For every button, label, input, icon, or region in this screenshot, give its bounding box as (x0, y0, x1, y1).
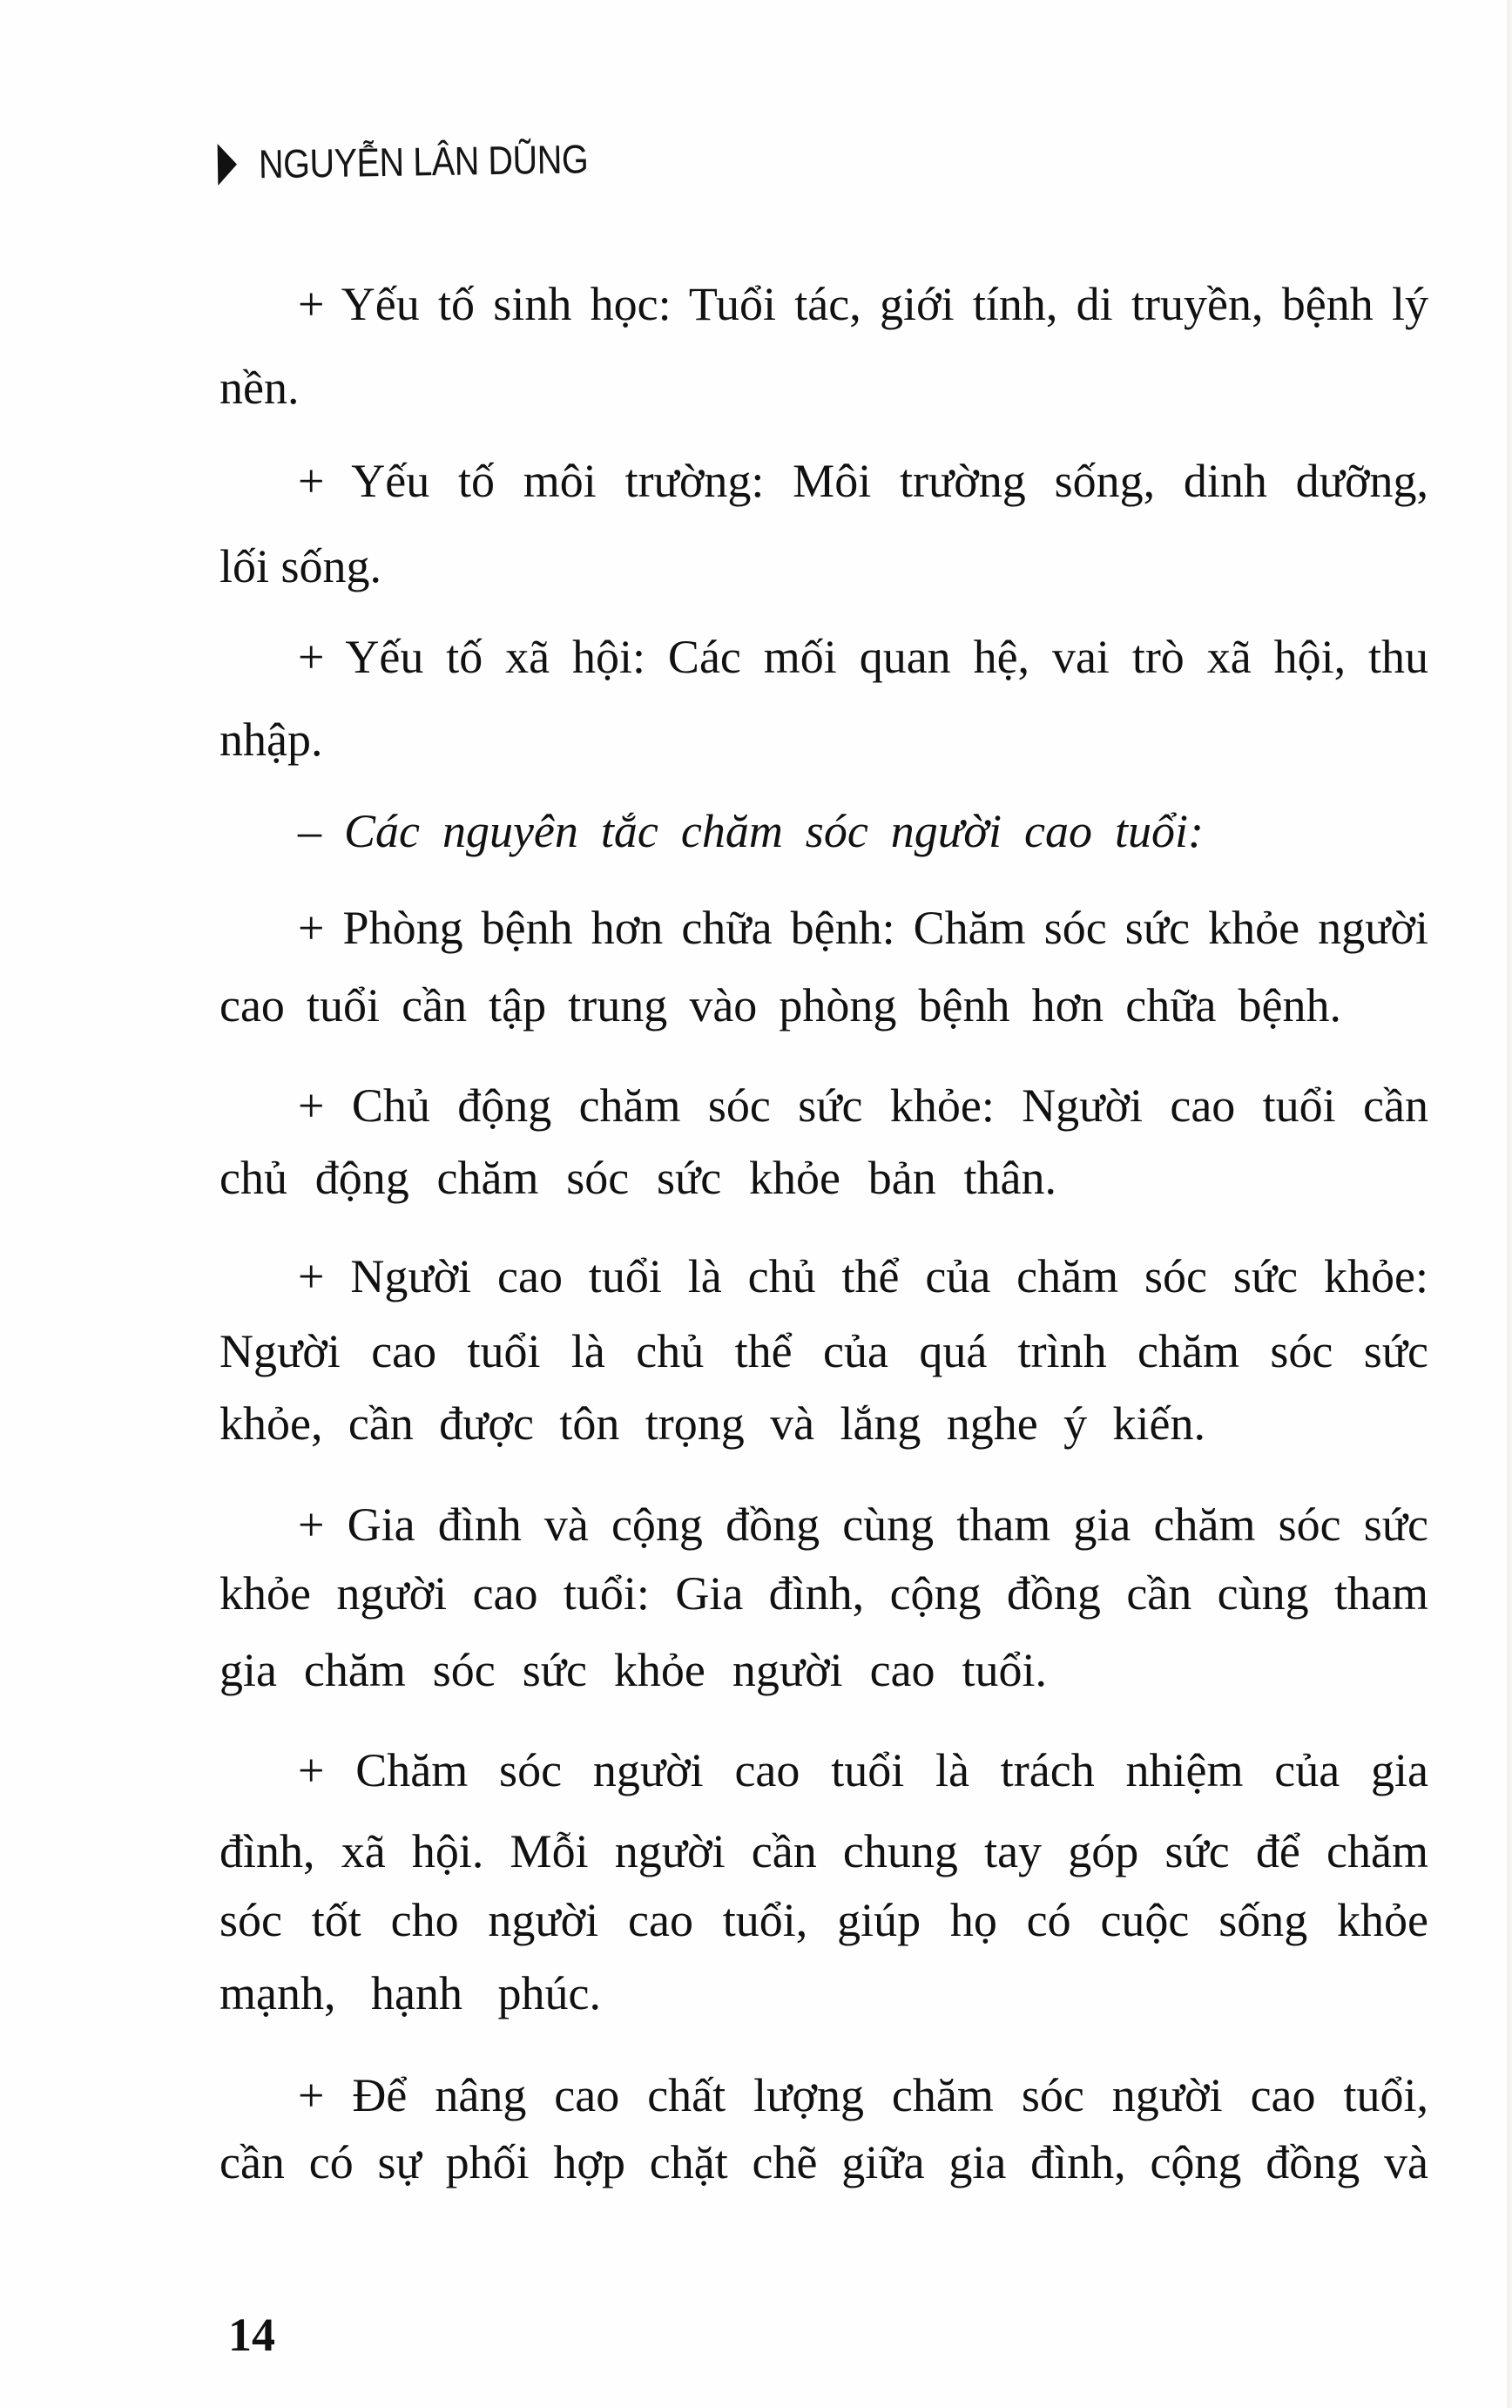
text-line: lối sống. (219, 540, 382, 592)
text-line: mạnh, hạnh phúc. (219, 1967, 601, 2019)
text-line: + Để nâng cao chất lượng chăm sóc người cao tuổi, (298, 2069, 1428, 2121)
text-line: + Chăm sóc người cao tuổi là trách nhiệm của gia (298, 1744, 1428, 1796)
running-head (218, 135, 643, 187)
text-line: Người cao tuổi là chủ thể của quá trình chăm sóc sức (219, 1325, 1428, 1377)
text-line: gia chăm sóc sức khỏe người cao tuổi. (219, 1644, 1047, 1696)
text-line: + Chủ động chăm sóc sức khỏe: Người cao tuổi cần (298, 1079, 1428, 1132)
text-line: + Yếu tố môi trường: Môi trường sống, dinh dưỡng, (298, 455, 1428, 507)
page-edge (1507, 0, 1512, 2408)
text-line: nền. (219, 362, 300, 414)
page-number: 14 (228, 2309, 275, 2361)
text-line: + Phòng bệnh hơn chữa bệnh: Chăm sóc sức khỏe người (298, 902, 1428, 954)
text-line: + Yếu tố xã hội: Các mối quan hệ, vai trò xã hội, thu (298, 631, 1428, 683)
text-line: chủ động chăm sóc sức khỏe bản thân. (219, 1152, 1056, 1204)
text-line: + Gia đình và cộng đồng cùng tham gia chăm sóc sức (298, 1498, 1428, 1551)
text-line: cần có sự phối hợp chặt chẽ giữa gia đình, cộng đồng và (219, 2136, 1428, 2188)
author-name: NGUYỄN LÂN DŨNG (258, 136, 589, 187)
text-line: khỏe người cao tuổi: Gia đình, cộng đồng cần cùng tham (219, 1567, 1428, 1620)
text-line: nhập. (219, 714, 323, 766)
text-line: + Yếu tố sinh học: Tuổi tác, giới tính, di truyền, bệnh lý (298, 278, 1428, 330)
text-line: đình, xã hội. Mỗi người cần chung tay góp sức để chăm (219, 1825, 1428, 1877)
text-line: cao tuổi cần tập trung vào phòng bệnh hơn chữa bệnh. (219, 979, 1341, 1032)
text-line: sóc tốt cho người cao tuổi, giúp họ có cuộc sống khỏe (219, 1894, 1428, 1946)
triangle-right-icon (218, 144, 238, 186)
text-line: + Người cao tuổi là chủ thể của chăm sóc sức khỏe: (298, 1250, 1428, 1302)
section-heading-italic: – Các nguyên tắc chăm sóc người cao tuổi: (298, 805, 1204, 857)
text-line: khỏe, cần được tôn trọng và lắng nghe ý kiến. (219, 1397, 1205, 1450)
